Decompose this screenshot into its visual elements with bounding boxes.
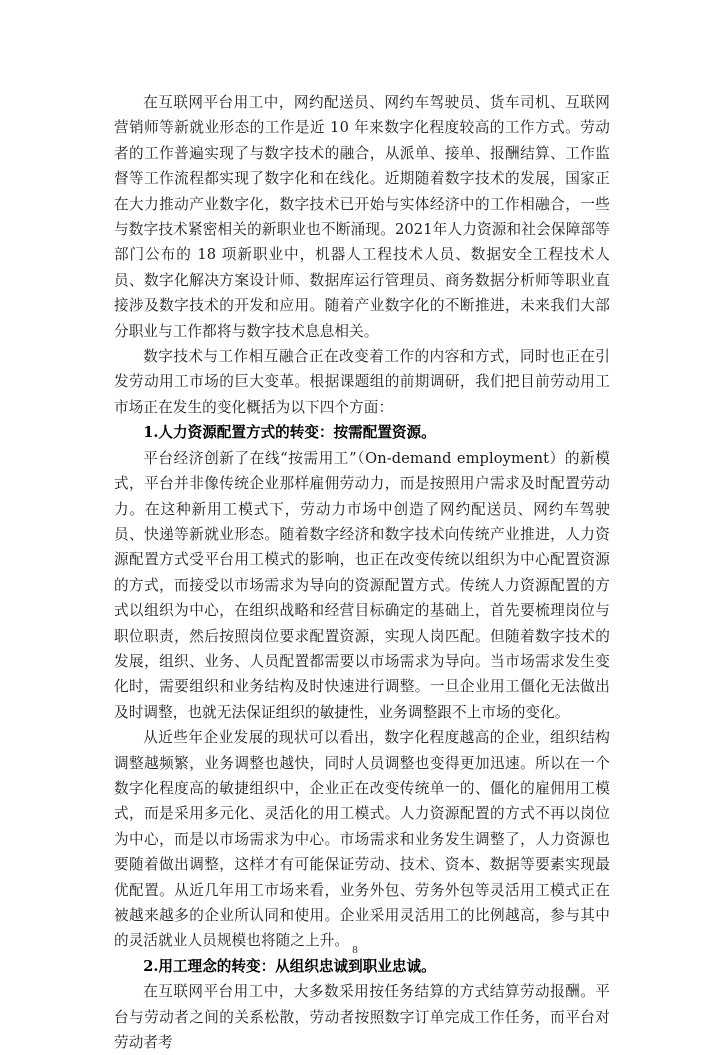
paragraph-labor-market-change: 数字技术与工作相互融合正在改变着工作的内容和方式，同时也正在引发劳动用工市场的巨大变革。根据课题组的前期调研，我们把目前劳动用工市场正在发生的变化概括为以下四个方面：	[114, 348, 610, 416]
section-heading-1: 1.人力资源配置方式的转变：按需配置资源。	[143, 424, 436, 442]
section-heading-2: 2.用工理念的转变：从组织忠诚到职业忠诚。	[143, 957, 436, 975]
paragraph-flexible-employment: 从近些年企业发展的现状可以看出，数字化程度越高的企业，组织结构调整越频繁，业务调整也越快，同时人员调整也变得更加迅速。所以在一个数字化程度高的敏捷组织中，企业正在改变传统单一的、僵化的雇佣用工模式，而是采用多元化、灵活化的用工模式。人力资源配置的方式不再以岗位为中心，而是以市场需求为中心。市场需求和业务发生调整了，人力资源也要随着做出调整，这样才有可能保证劳动、技术、资本、数据等要素实现最优配置。从近几年用工市场来看，业务外包、劳务外包等灵活用工模式正在被越来越多的企业所认同和使用。企业采用灵活用工的比例越高，参与其中的灵活就业人员规模也将随之上升。	[114, 729, 610, 950]
paragraph-task-settlement: 在互联网平台用工中，大多数采用按任务结算的方式结算劳动报酬。平台与劳动者之间的关系松散，劳动者按照数字订单完成工作任务，而平台对劳动者考	[114, 983, 610, 1052]
document-body	[114, 90, 610, 1055]
paragraph-platform-employment: 在互联网平台用工中，网约配送员、网约车驾驶员、货车司机、互联网营销师等新就业形态的工作是近 10 年来数字化程度较高的工作方式。劳动者的工作普遍实现了与数字技术的融合，从派单、接单、报酬结算、工作监督等工作流程都实现了数字化和在线化。近期随着数字技术的发展，国家正在大力推动产业数字化，数字技术已开始与实体经济中的工作相融合，一些与数字技术紧密相关的新职业也不断涌现。2021年人力资源和社会保障部等部门公布的 18 项新职业中，机器人工程技术人员、数据安全工程技术人员、数字化解决方案设计师、数据库运行管理员、商务数据分析师等职业直接涉及数字技术的开发和应用。随着产业数字化的不断推进，未来我们大部分职业与工作都将与数字技术息息相关。	[114, 94, 610, 340]
page-number: 8	[352, 944, 358, 956]
paragraph-on-demand-employment: 平台经济创新了在线“按需用工”（On-demand employment）的新模式，平台并非像传统企业那样雇佣劳动力，而是按照用户需求及时配置劳动力。在这种新用工模式下，劳动力市场中创造了网约配送员、网约车驾驶员、快递等新就业形态。随着数字经济和数字技术向传统产业推进，人力资源配置方式受平台用工模式的影响，也正在改变传统以组织为中心配置资源的方式，而接受以市场需求为导向的资源配置方式。传统人力资源配置的方式以组织为中心，在组织战略和经营目标确定的基础上，首先要梳理岗位与职位职责，然后按照岗位要求配置资源，实现人岗匹配。但随着数字技术的发展，组织、业务、人员配置都需要以市场需求为导向。当市场需求发生变化时，需要组织和业务结构及时快速进行调整。一旦企业用工僵化无法做出及时调整，也就无法保证组织的敏捷性，业务调整跟不上市场的变化。	[114, 449, 610, 721]
